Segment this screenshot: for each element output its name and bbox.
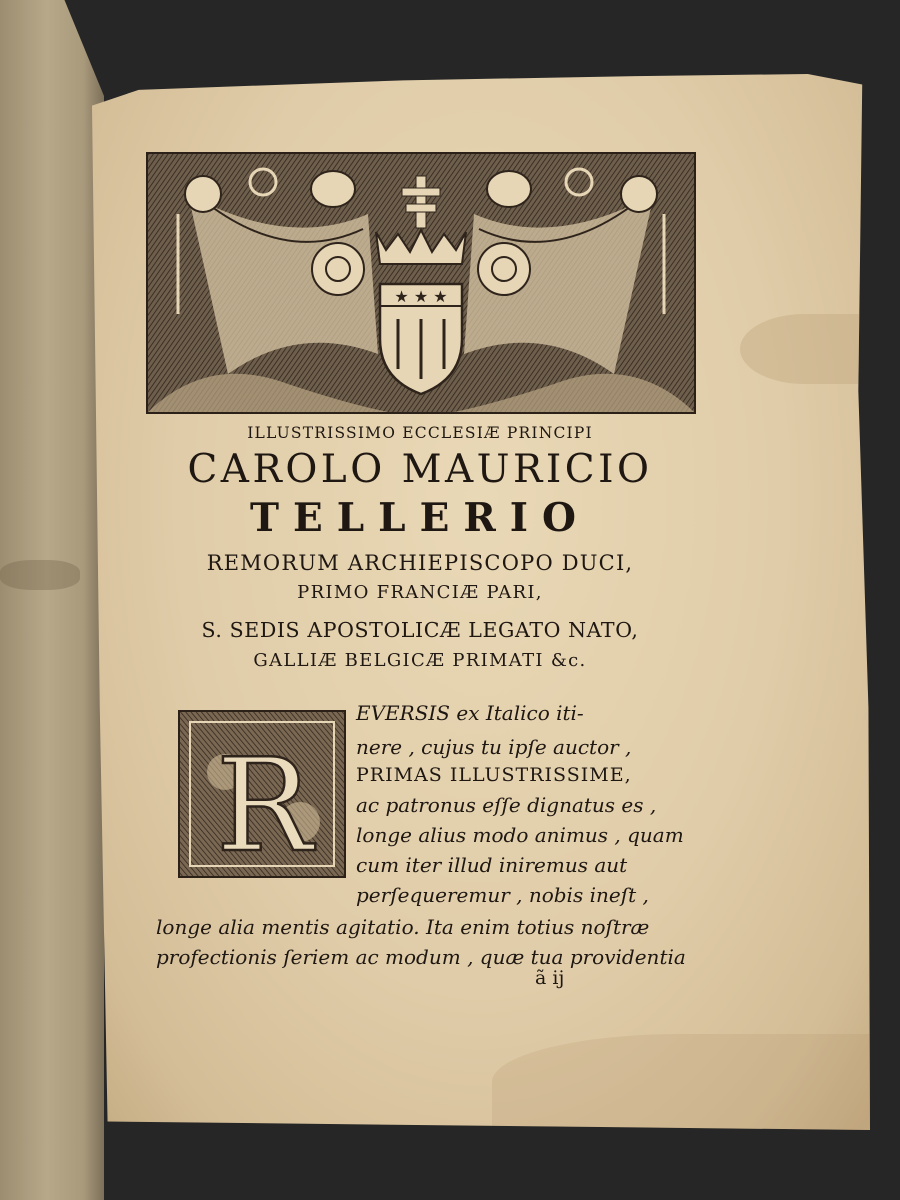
text-line-7: perſequeremur , nobis ineſt , xyxy=(356,883,649,907)
ornamental-drop-cap xyxy=(178,710,346,878)
water-stain xyxy=(492,1034,870,1130)
text-line-8: longe alia mentis agitatio. Ita enim totius noſtræ xyxy=(156,915,650,939)
dedicatee-title-2: PRIMO FRANCIÆ PARI, xyxy=(297,582,543,603)
dedicatee-title-3: S. SEDIS APOSTOLICÆ LEGATO NATO, xyxy=(201,618,639,642)
text-line-4: ac patronus eſſe dignatus es , xyxy=(356,793,657,817)
text-line-3: PRIMAS ILLUSTRISSIME, xyxy=(356,764,632,786)
engraved-headpiece-coat-of-arms xyxy=(146,152,696,414)
dedication-line: ILLUSTRISSIMO ECCLESIÆ PRINCIPI xyxy=(247,424,593,442)
facing-page xyxy=(0,0,104,1200)
text-line-9: profectionis ſeriem ac modum , quæ tua providentia xyxy=(156,945,686,969)
drop-cap-letter: R xyxy=(215,732,313,876)
dedicatee-title-4: GALLIÆ BELGICÆ PRIMATI &c. xyxy=(253,650,587,671)
text-line-5: longe alius modo animus , quam xyxy=(356,823,684,847)
dedicatee-name-first: CAROLO MAURICIO xyxy=(187,447,653,492)
dedicatee-title-1: REMORUM ARCHIEPISCOPO DUCI, xyxy=(206,551,634,575)
page-stain xyxy=(740,314,870,384)
signature-mark: ã ij xyxy=(535,967,565,989)
text-line-6: cum iter illud iniremus aut xyxy=(356,853,628,877)
text-line-1: EVERSIS ex Italico iti- xyxy=(356,701,584,725)
svg-text:★ ★ ★: ★ ★ ★ xyxy=(394,287,448,306)
dedicatee-name-surname: TELLERIO xyxy=(250,495,590,541)
text-line-2: nere , cujus tu ipſe auctor , xyxy=(356,735,632,759)
